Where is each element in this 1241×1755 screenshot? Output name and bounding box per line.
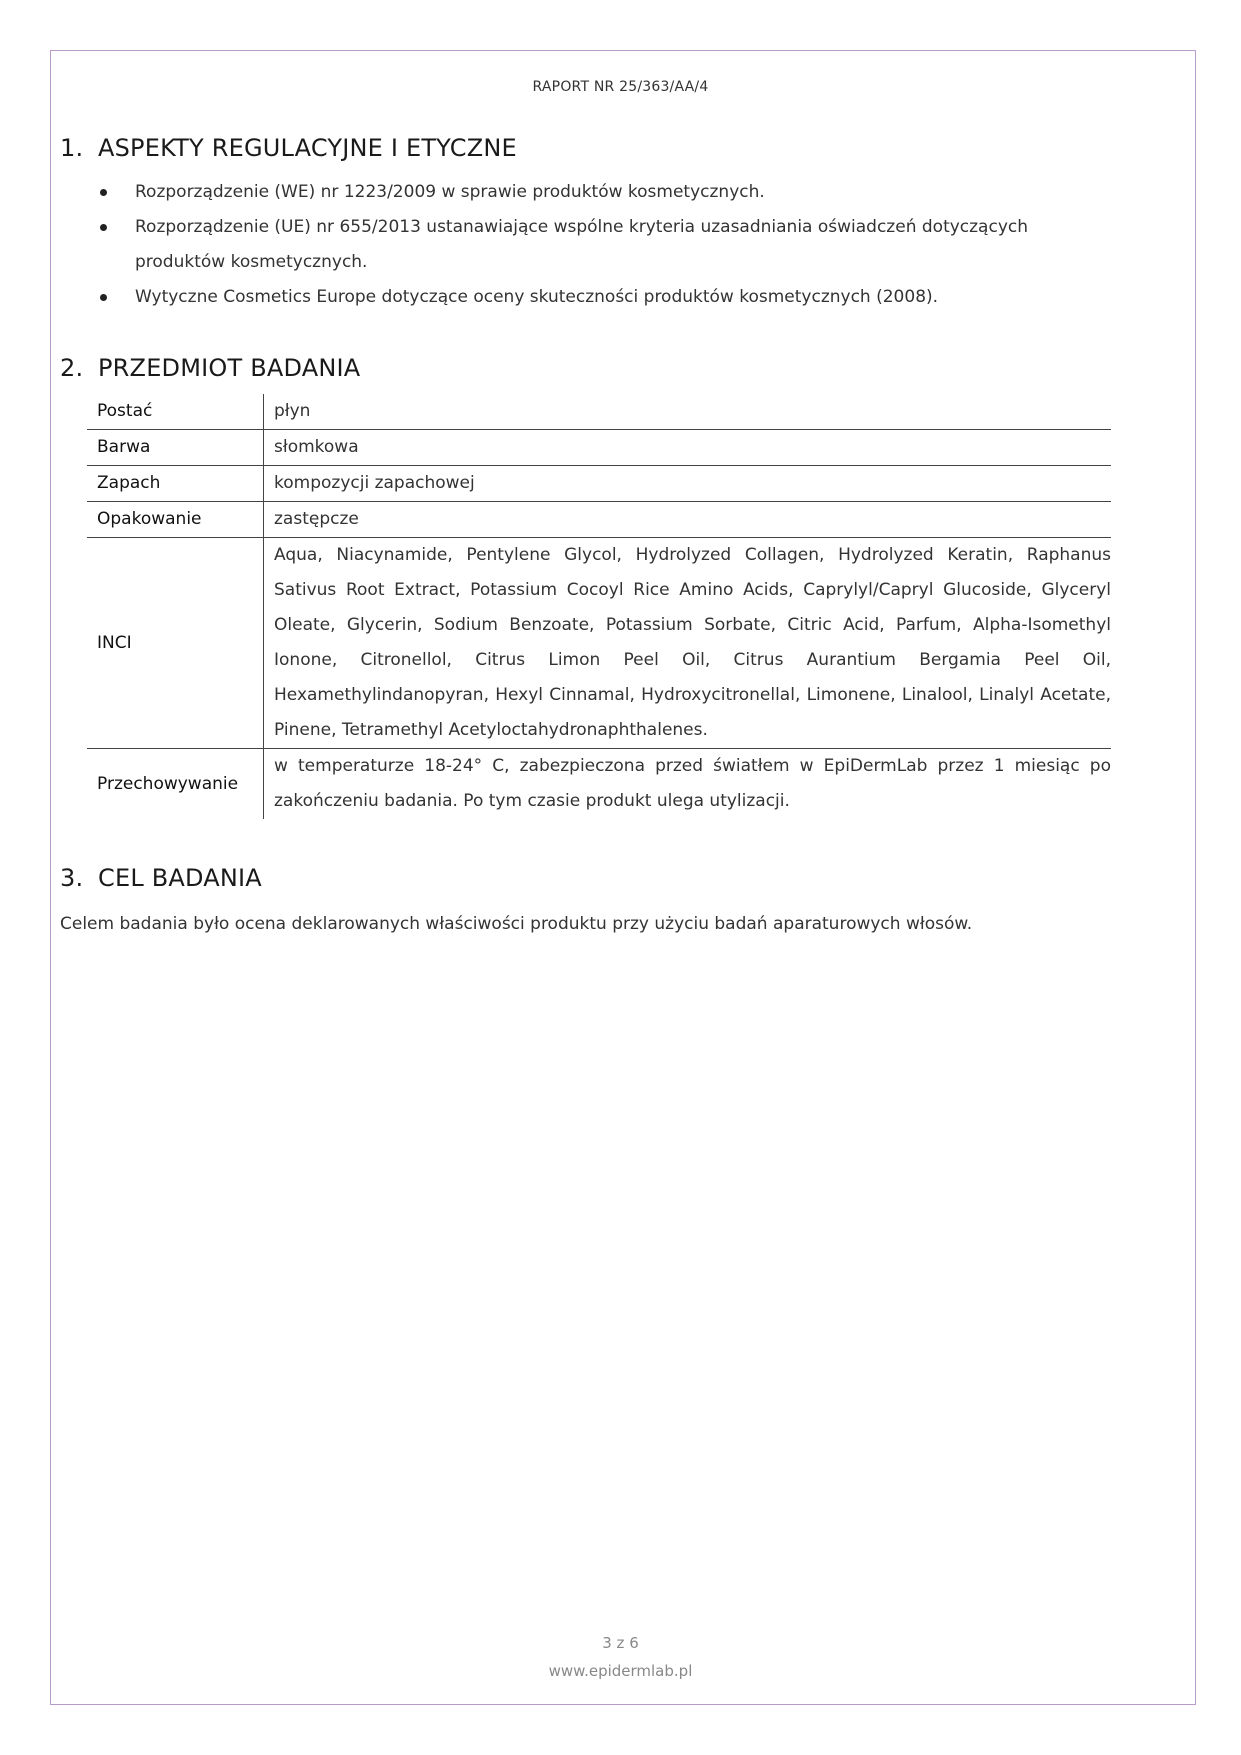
list-item-text: Rozporządzenie (UE) nr 655/2013 ustanawiające wspólne kryteria uzasadniania oświadczeń dotyczących produktów kosmetycznych. (135, 217, 1029, 272)
table-row (87, 538, 1111, 749)
section-1-number: 1. (60, 134, 84, 162)
row-value: kompozycji zapachowej (264, 466, 1112, 502)
footer-website: www.epidermlab.pl (548, 1662, 693, 1680)
section-2-title-text: PRZEDMIOT BADANIA (98, 354, 361, 382)
row-label: INCI (87, 538, 264, 749)
section-3-title-text: CEL BADANIA (98, 864, 262, 892)
section-1-title-text: ASPEKTY REGULACYJNE I ETYCZNE (98, 134, 517, 162)
table-row (87, 430, 1111, 466)
row-label: Przechowywanie (87, 749, 264, 820)
list-item-text: Rozporządzenie (WE) nr 1223/2009 w sprawie produktów kosmetycznych. (135, 182, 765, 202)
row-value: w temperaturze 18-24° C, zabezpieczona przed światłem w EpiDermLab przez 1 miesiąc po zakończeniu badania. Po tym czasie produkt ulega utylizacji. (274, 756, 1111, 811)
table-row (87, 466, 1111, 502)
row-label: Postać (87, 394, 264, 430)
bullet-icon (100, 294, 107, 301)
row-label: Zapach (87, 466, 264, 502)
row-label: Opakowanie (87, 502, 264, 538)
row-value: płyn (264, 394, 1112, 430)
bullet-icon (100, 189, 107, 196)
section-3-number: 3. (60, 864, 84, 892)
list-item-text: Wytyczne Cosmetics Europe dotyczące oceny skuteczności produktów kosmetycznych (2008). (135, 287, 939, 307)
report-number: RAPORT NR 25/363/AA/4 (532, 79, 709, 95)
table-row (87, 502, 1111, 538)
product-spec-table (87, 394, 1111, 819)
regulations-list (100, 175, 1100, 315)
section-2-title (60, 354, 360, 382)
row-value: Aqua, Niacynamide, Pentylene Glycol, Hydrolyzed Collagen, Hydrolyzed Keratin, Raphanus Sativus Root Extract, Potassium Cocoyl Rice Amino Acids, Caprylyl/Capryl Glucoside, Glyceryl Oleate, Glycerin, Sodium Benzoate, Potassium Sorbate, Citric Acid, Parfum, Alpha-Isomethyl Ionone, Citronellol, Citrus Limon Peel Oil, Citrus Aurantium Bergamia Peel Oil, Hexamethylindanopyran, Hexyl Cinnamal, Hydroxycitronellal, Limonene, Linalool, Linalyl Acetate, Pinene, Tetramethyl Acetyloctahydronaphthalenes. (264, 538, 1112, 749)
section-3-title (60, 864, 262, 892)
table-row (87, 749, 1111, 820)
section-1-title (60, 134, 517, 162)
page-number: 3 z 6 (602, 1634, 639, 1652)
row-value: słomkowa (264, 430, 1112, 466)
list-item (100, 280, 1100, 315)
table-row (87, 394, 1111, 430)
bullet-icon (100, 224, 107, 231)
row-label: Barwa (87, 430, 264, 466)
list-item (100, 175, 1100, 210)
study-goal-text: Celem badania było ocena deklarowanych właściwości produktu przy użyciu badań aparaturowych włosów. (60, 914, 973, 934)
row-value: zastępcze (264, 502, 1112, 538)
list-item (100, 210, 1100, 280)
section-2-number: 2. (60, 354, 84, 382)
